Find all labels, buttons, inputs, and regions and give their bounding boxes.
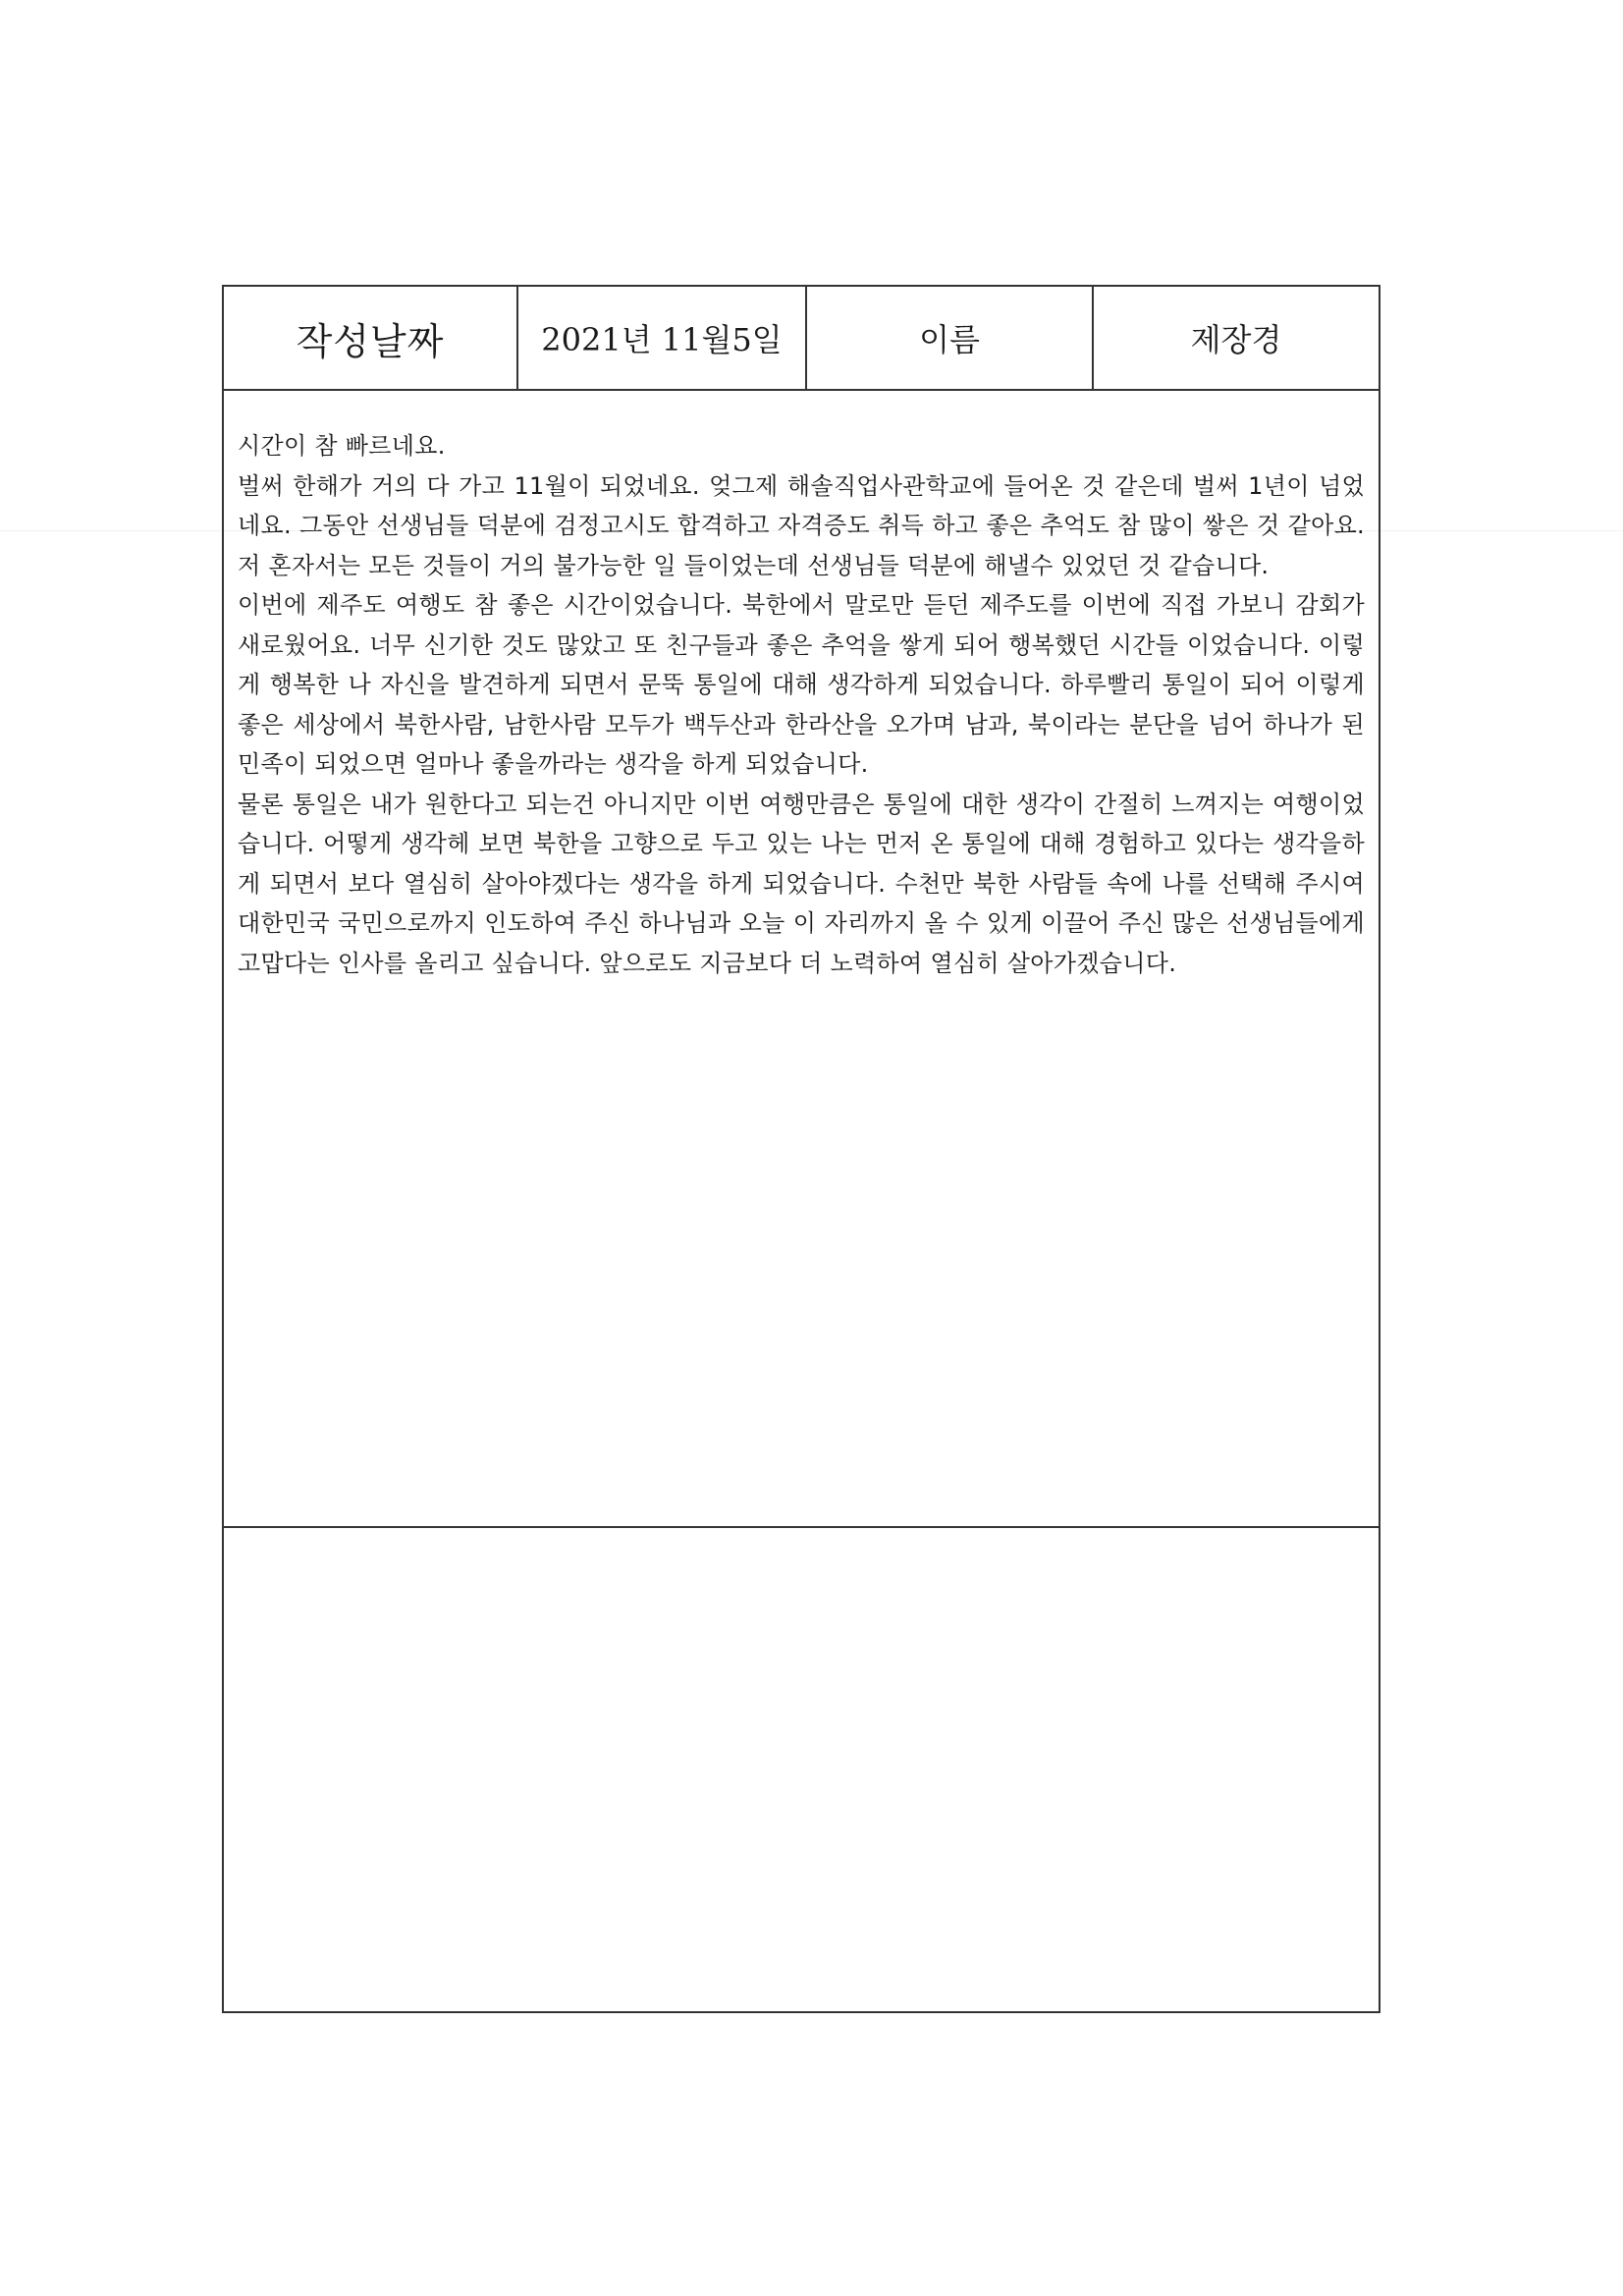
blank-bottom-section bbox=[224, 1528, 1379, 2013]
body-paragraph-2: 벌써 한해가 거의 다 가고 11월이 되었네요. 엊그제 해솔직업사관학교에 들어온 것 같은데 벌써 1년이 넘었네요. 그동안 선생님들 덕분에 검정고시도 합격하고 자격증도 취득 하고 좋은 추억도 참 많이 쌓은 것 같아요. 저 혼자서는 모든 것들이 거의 불가능한 일 들이었는데 선생님들 덕분에 해낼수 있었던 것 같습니다. bbox=[238, 471, 1365, 579]
name-label: 이름 bbox=[919, 321, 980, 358]
date-label: 작성날짜 bbox=[296, 319, 445, 363]
name-label-cell bbox=[807, 287, 1094, 389]
form-header-row bbox=[224, 287, 1379, 391]
name-value: 제장경 bbox=[1190, 321, 1282, 358]
date-value-cell bbox=[518, 287, 807, 389]
name-value-cell bbox=[1094, 287, 1379, 389]
date-label-cell bbox=[224, 287, 518, 389]
diary-form bbox=[222, 285, 1380, 2013]
body-paragraph-3: 이번에 제주도 여행도 참 좋은 시간이었습니다. 북한에서 말로만 듣던 제주도를 이번에 직접 가보니 감회가 새로웠어요. 너무 신기한 것도 많았고 또 친구들과 좋은 추억을 쌓게 되어 행복했던 시간들 이었습니다. 이렇게 행복한 나 자신을 발견하게 되면서 문뚝 통일에 대해 생각하게 되었습니다. 하루빨리 통일이 되어 이렇게 좋은 세상에서 북한사람, 남한사람 모두가 백두산과 한라산을 오가며 남과, 북이라는 분단을 넘어 하나가 된 민족이 되었으면 얼마나 좋을까라는 생각을 하게 되었습니다. bbox=[238, 591, 1365, 778]
body-paragraph-1: 시간이 참 빠르네요. bbox=[238, 432, 446, 460]
diary-body bbox=[224, 391, 1379, 1528]
date-value: 2021년 11월5일 bbox=[541, 321, 783, 358]
body-paragraph-4: 물론 통일은 내가 원한다고 되는건 아니지만 이번 여행만큼은 통일에 대한 생각이 간절히 느껴지는 여행이었습니다. 어떻게 생각헤 보면 북한을 고향으로 두고 있는 나는 먼저 온 통일에 대해 경험하고 있다는 생각을하게 되면서 보다 열심히 살아야겠다는 생각을 하게 되었습니다. 수천만 북한 사람들 속에 나를 선택해 주시여 대한민국 국민으로까지 인도하여 주신 하나님과 오늘 이 자리까지 올 수 있게 이끌어 주신 많은 선생님들에게 고맙다는 인사를 올리고 싶습니다. 앞으로도 지금보다 더 노력하여 열심히 살아가겠습니다. bbox=[238, 790, 1365, 977]
